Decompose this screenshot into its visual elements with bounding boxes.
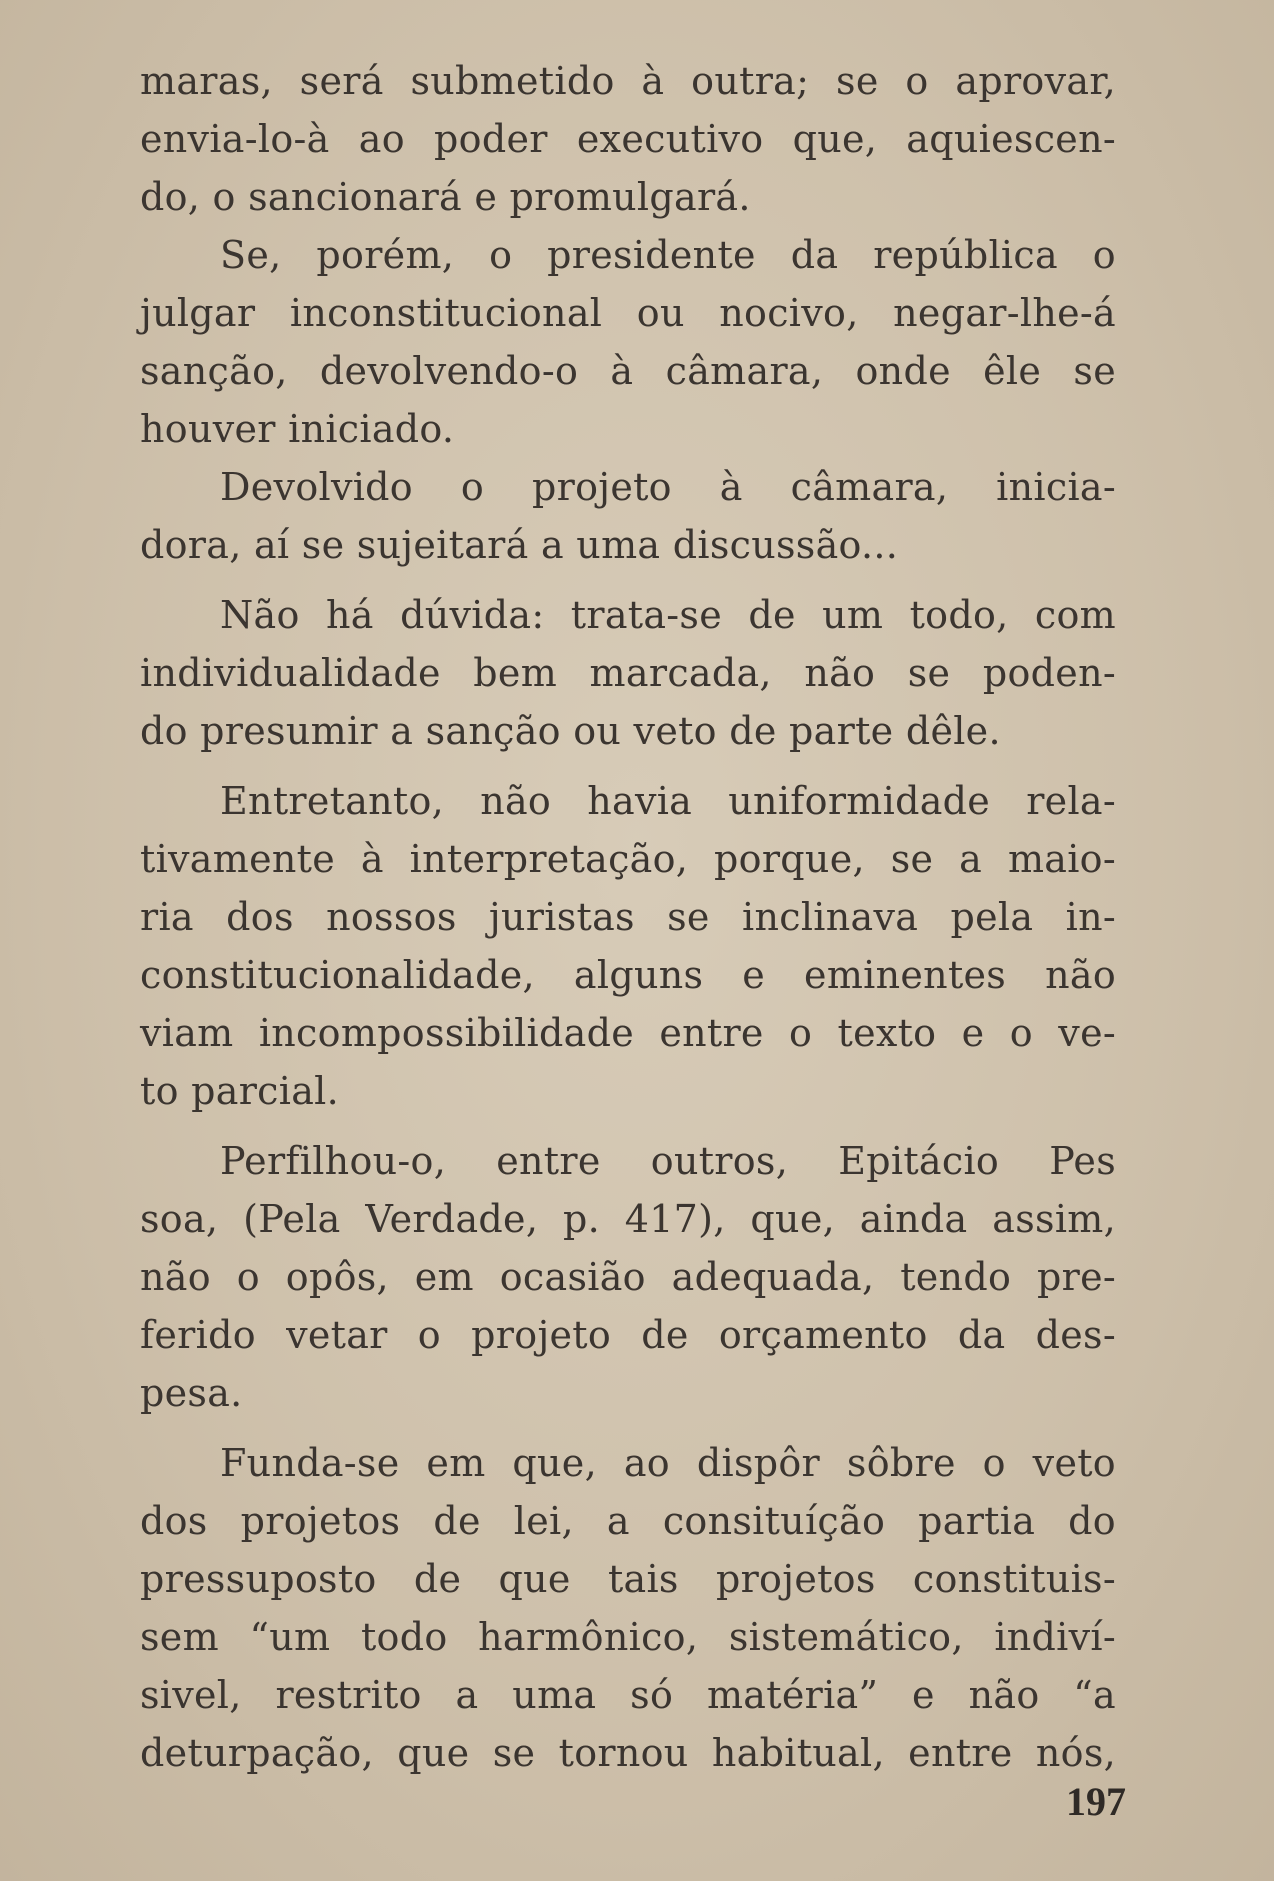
text-line: houver iniciado. (140, 407, 455, 451)
text-line: sem “um todo harmônico, sistemático, indiví- (140, 1615, 1116, 1659)
text-line: Perfilhou-o, entre outros, Epitácio Pes (220, 1139, 1116, 1183)
text-line: envia-lo-à ao poder executivo que, aquiescen- (140, 117, 1116, 161)
text-line: viam incompossibilidade entre o texto e o ve- (140, 1011, 1116, 1055)
text-line: Não há dúvida: trata-se de um todo, com (220, 593, 1116, 637)
text-line: Entretanto, não havia uniformidade rela- (220, 779, 1116, 823)
text-line: tivamente à interpretação, porque, se a maio- (140, 837, 1116, 881)
text-line: do, o sancionará e promulgará. (140, 175, 751, 219)
text-line: maras, será submetido à outra; se o aprovar, (140, 59, 1116, 103)
text-line: pesa. (140, 1371, 243, 1415)
text-line: sivel, restrito a uma só matéria” e não “a (140, 1673, 1116, 1717)
text-line: ferido vetar o projeto de orçamento da des- (140, 1313, 1116, 1357)
text-line: dora, aí se sujeitará a uma discussão... (140, 523, 899, 567)
text-line: pressuposto de que tais projetos constituis- (140, 1557, 1116, 1601)
text-line: soa, (Pela Verdade, p. 417), que, ainda assim, (140, 1197, 1116, 1241)
text-line: sanção, devolvendo-o à câmara, onde êle se (140, 349, 1116, 393)
text-line: Funda-se em que, ao dispôr sôbre o veto (220, 1441, 1116, 1485)
text-line: não o opôs, em ocasião adequada, tendo pre- (140, 1255, 1116, 1299)
text-line: Se, porém, o presidente da república o (220, 233, 1116, 277)
text-line: julgar inconstitucional ou nocivo, negar-lhe-á (140, 291, 1116, 335)
text-line: dos projetos de lei, a consituíção partia do (140, 1499, 1116, 1543)
text-line: do presumir a sanção ou veto de parte dêle. (140, 709, 1001, 753)
text-line: individualidade bem marcada, não se poden- (140, 651, 1116, 695)
text-line: to parcial. (140, 1069, 339, 1113)
text-line: ria dos nossos juristas se inclinava pela in- (140, 895, 1116, 939)
text-line: Devolvido o projeto à câmara, inicia- (220, 465, 1116, 509)
body-text (140, 52, 1116, 1782)
text-line: deturpação, que se tornou habitual, entre nós, (140, 1731, 1116, 1775)
text-line: constitucionalidade, alguns e eminentes não (140, 953, 1116, 997)
page-number: 197 (1066, 1779, 1126, 1824)
